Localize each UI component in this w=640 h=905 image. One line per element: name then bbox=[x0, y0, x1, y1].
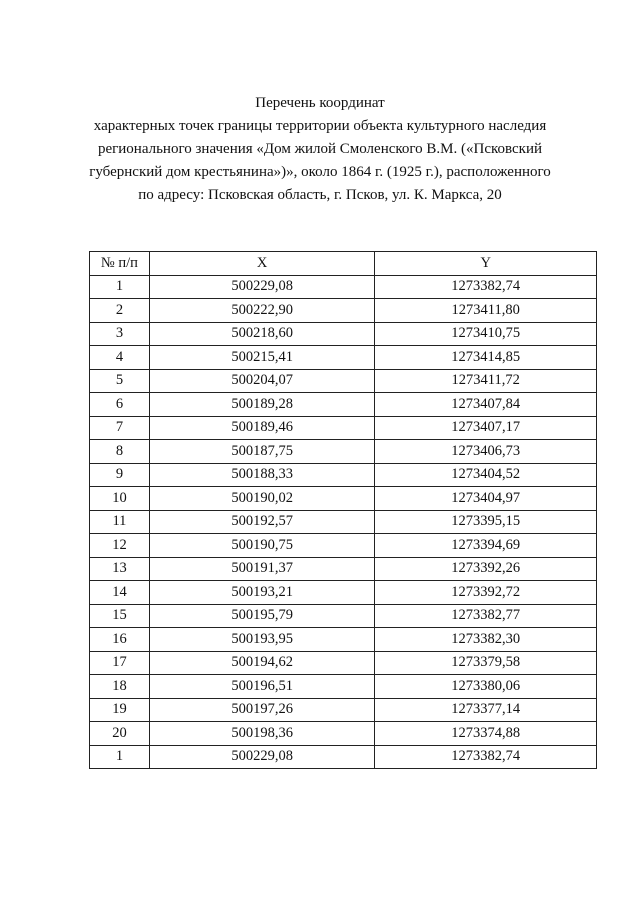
header-y: Y bbox=[375, 252, 597, 276]
x-coordinate-cell: 500229,08 bbox=[149, 275, 375, 299]
table-row bbox=[90, 463, 597, 487]
y-coordinate-cell: 1273395,15 bbox=[375, 510, 597, 534]
point-number-cell: 7 bbox=[90, 416, 150, 440]
table-row bbox=[90, 299, 597, 323]
table-row bbox=[90, 628, 597, 652]
y-coordinate-cell: 1273410,75 bbox=[375, 322, 597, 346]
table-header-row bbox=[90, 252, 597, 276]
y-coordinate-cell: 1273394,69 bbox=[375, 534, 597, 558]
point-number-cell: 2 bbox=[90, 299, 150, 323]
document-title bbox=[60, 92, 580, 207]
table-row bbox=[90, 440, 597, 464]
title-line: губернский дом крестьянина»)», около 1864 г. (1925 г.), расположенного bbox=[89, 164, 551, 180]
table-row bbox=[90, 510, 597, 534]
x-coordinate-cell: 500193,21 bbox=[149, 581, 375, 605]
table-row bbox=[90, 275, 597, 299]
point-number-cell: 1 bbox=[90, 745, 150, 769]
x-coordinate-cell: 500188,33 bbox=[149, 463, 375, 487]
y-coordinate-cell: 1273382,77 bbox=[375, 604, 597, 628]
y-coordinate-cell: 1273377,14 bbox=[375, 698, 597, 722]
point-number-cell: 16 bbox=[90, 628, 150, 652]
x-coordinate-cell: 500195,79 bbox=[149, 604, 375, 628]
point-number-cell: 11 bbox=[90, 510, 150, 534]
x-coordinate-cell: 500189,28 bbox=[149, 393, 375, 417]
point-number-cell: 4 bbox=[90, 346, 150, 370]
table-row bbox=[90, 675, 597, 699]
x-coordinate-cell: 500197,26 bbox=[149, 698, 375, 722]
y-coordinate-cell: 1273374,88 bbox=[375, 722, 597, 746]
point-number-cell: 19 bbox=[90, 698, 150, 722]
y-coordinate-cell: 1273406,73 bbox=[375, 440, 597, 464]
x-coordinate-cell: 500198,36 bbox=[149, 722, 375, 746]
table-row bbox=[90, 557, 597, 581]
x-coordinate-cell: 500204,07 bbox=[149, 369, 375, 393]
table-row bbox=[90, 346, 597, 370]
x-coordinate-cell: 500187,75 bbox=[149, 440, 375, 464]
point-number-cell: 5 bbox=[90, 369, 150, 393]
x-coordinate-cell: 500192,57 bbox=[149, 510, 375, 534]
point-number-cell: 3 bbox=[90, 322, 150, 346]
y-coordinate-cell: 1273411,72 bbox=[375, 369, 597, 393]
x-coordinate-cell: 500218,60 bbox=[149, 322, 375, 346]
title-line: по адресу: Псковская область, г. Псков, ул. К. Маркса, 20 bbox=[138, 187, 502, 203]
table-row bbox=[90, 416, 597, 440]
table-row bbox=[90, 322, 597, 346]
point-number-cell: 9 bbox=[90, 463, 150, 487]
coordinates-table bbox=[89, 251, 597, 769]
point-number-cell: 12 bbox=[90, 534, 150, 558]
title-line: Перечень координат bbox=[255, 95, 385, 111]
x-coordinate-cell: 500196,51 bbox=[149, 675, 375, 699]
x-coordinate-cell: 500191,37 bbox=[149, 557, 375, 581]
point-number-cell: 10 bbox=[90, 487, 150, 511]
x-coordinate-cell: 500190,75 bbox=[149, 534, 375, 558]
header-x: X bbox=[149, 252, 375, 276]
point-number-cell: 18 bbox=[90, 675, 150, 699]
point-number-cell: 20 bbox=[90, 722, 150, 746]
y-coordinate-cell: 1273392,26 bbox=[375, 557, 597, 581]
y-coordinate-cell: 1273404,97 bbox=[375, 487, 597, 511]
table-row bbox=[90, 604, 597, 628]
point-number-cell: 1 bbox=[90, 275, 150, 299]
title-line: характерных точек границы территории объекта культурного наследия bbox=[93, 118, 547, 134]
point-number-cell: 13 bbox=[90, 557, 150, 581]
title-line: регионального значения «Дом жилой Смоленского В.М. («Псковский bbox=[97, 141, 543, 157]
table-row bbox=[90, 487, 597, 511]
y-coordinate-cell: 1273392,72 bbox=[375, 581, 597, 605]
y-coordinate-cell: 1273380,06 bbox=[375, 675, 597, 699]
x-coordinate-cell: 500194,62 bbox=[149, 651, 375, 675]
table-row bbox=[90, 651, 597, 675]
table-row bbox=[90, 722, 597, 746]
x-coordinate-cell: 500190,02 bbox=[149, 487, 375, 511]
y-coordinate-cell: 1273379,58 bbox=[375, 651, 597, 675]
table-row bbox=[90, 581, 597, 605]
y-coordinate-cell: 1273407,84 bbox=[375, 393, 597, 417]
point-number-cell: 6 bbox=[90, 393, 150, 417]
x-coordinate-cell: 500193,95 bbox=[149, 628, 375, 652]
header-number: № п/п bbox=[90, 252, 150, 276]
y-coordinate-cell: 1273382,74 bbox=[375, 745, 597, 769]
y-coordinate-cell: 1273382,74 bbox=[375, 275, 597, 299]
y-coordinate-cell: 1273414,85 bbox=[375, 346, 597, 370]
point-number-cell: 8 bbox=[90, 440, 150, 464]
y-coordinate-cell: 1273407,17 bbox=[375, 416, 597, 440]
x-coordinate-cell: 500229,08 bbox=[149, 745, 375, 769]
x-coordinate-cell: 500189,46 bbox=[149, 416, 375, 440]
y-coordinate-cell: 1273411,80 bbox=[375, 299, 597, 323]
x-coordinate-cell: 500215,41 bbox=[149, 346, 375, 370]
point-number-cell: 15 bbox=[90, 604, 150, 628]
x-coordinate-cell: 500222,90 bbox=[149, 299, 375, 323]
table-row bbox=[90, 698, 597, 722]
point-number-cell: 14 bbox=[90, 581, 150, 605]
y-coordinate-cell: 1273382,30 bbox=[375, 628, 597, 652]
table-row bbox=[90, 534, 597, 558]
point-number-cell: 17 bbox=[90, 651, 150, 675]
table-row bbox=[90, 369, 597, 393]
y-coordinate-cell: 1273404,52 bbox=[375, 463, 597, 487]
table-row bbox=[90, 393, 597, 417]
table-row bbox=[90, 745, 597, 769]
